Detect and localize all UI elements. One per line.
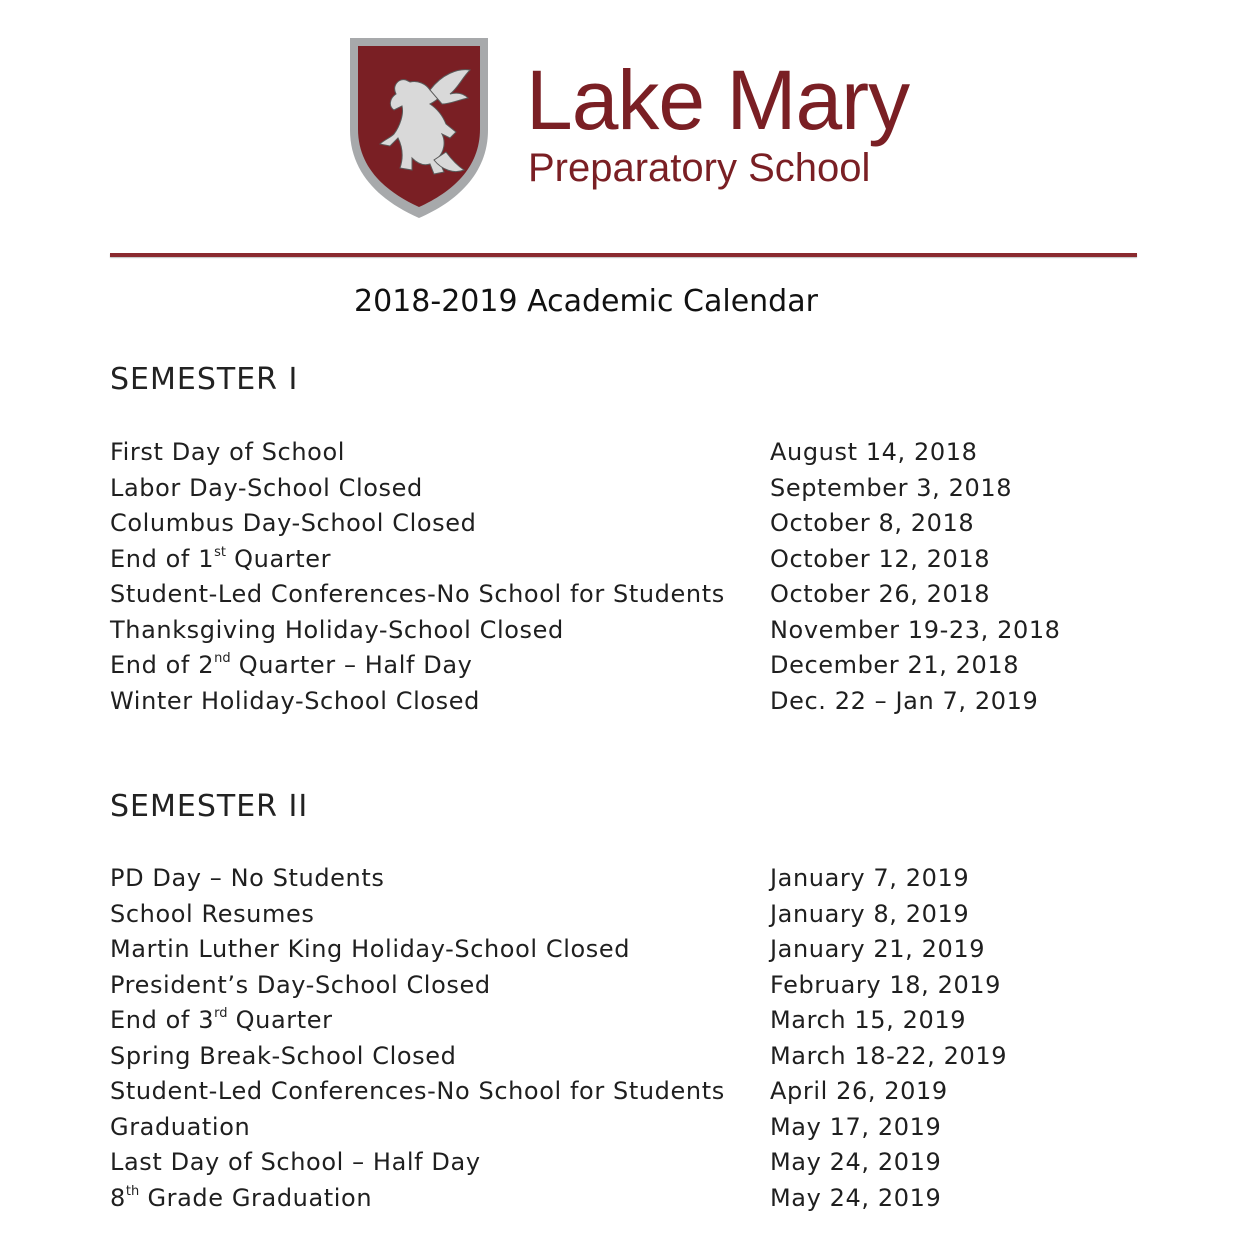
semester-1-title: SEMESTER I xyxy=(110,362,299,397)
event-name: First Day of School xyxy=(110,438,345,466)
calendar-title: 2018-2019 Academic Calendar xyxy=(354,284,818,319)
event-name: President’s Day-School Closed xyxy=(110,970,491,999)
semester-2-title: SEMESTER II xyxy=(110,789,309,824)
event-name: End of 2nd Quarter – Half Day xyxy=(110,651,473,679)
event-date: January 7, 2019 xyxy=(770,864,970,892)
calendar-row xyxy=(110,1148,1130,1184)
event-date: September 3, 2018 xyxy=(770,473,1013,502)
event-date: November 19-23, 2018 xyxy=(770,615,1061,644)
event-date: May 17, 2019 xyxy=(770,1112,942,1141)
event-date: October 26, 2018 xyxy=(770,580,991,608)
calendar-row xyxy=(110,1184,1130,1216)
event-date: February 18, 2019 xyxy=(770,970,1002,999)
event-name: End of 3rd Quarter xyxy=(110,1006,333,1034)
event-date: October 12, 2018 xyxy=(770,544,991,573)
event-date: May 24, 2019 xyxy=(770,1148,942,1176)
event-name: PD Day – No Students xyxy=(110,864,385,892)
event-date: August 14, 2018 xyxy=(770,438,978,466)
calendar-row xyxy=(110,1077,1130,1113)
event-name: End of 1st Quarter xyxy=(110,544,332,573)
calendar-row xyxy=(110,545,1130,581)
event-name: School Resumes xyxy=(110,899,315,928)
event-name: Martin Luther King Holiday-School Closed xyxy=(110,935,631,963)
event-name: Student-Led Conferences-No School for Students xyxy=(110,1077,725,1105)
calendar-row xyxy=(110,438,1130,474)
event-date: March 18-22, 2019 xyxy=(770,1041,1008,1070)
calendar-row xyxy=(110,864,1130,900)
calendar-row xyxy=(110,971,1130,1007)
calendar-row xyxy=(110,935,1130,971)
header-divider xyxy=(110,253,1137,257)
calendar-row xyxy=(110,580,1130,616)
event-date: April 26, 2019 xyxy=(770,1077,948,1105)
event-date: Dec. 22 – Jan 7, 2019 xyxy=(770,686,1039,715)
event-name: Labor Day-School Closed xyxy=(110,473,423,502)
event-name: Student-Led Conferences-No School for Students xyxy=(110,580,725,608)
calendar-row xyxy=(110,900,1130,936)
calendar-row xyxy=(110,616,1130,652)
event-name: Graduation xyxy=(110,1112,251,1141)
event-name: Columbus Day-School Closed xyxy=(110,509,477,537)
event-date: January 21, 2019 xyxy=(770,935,986,963)
semester-2-events xyxy=(110,864,1130,1216)
event-name: 8th Grade Graduation xyxy=(110,1183,373,1212)
event-date: March 15, 2019 xyxy=(770,1006,967,1034)
calendar-row xyxy=(110,1006,1130,1042)
calendar-row xyxy=(110,1042,1130,1078)
semester-1-events xyxy=(110,438,1130,722)
school-name: Lake Mary xyxy=(526,53,910,147)
event-date: December 21, 2018 xyxy=(770,651,1020,679)
school-subtitle: Preparatory School xyxy=(528,146,871,190)
calendar-row xyxy=(110,687,1130,723)
calendar-row xyxy=(110,509,1130,545)
event-name: Thanksgiving Holiday-School Closed xyxy=(110,615,564,644)
calendar-row xyxy=(110,1113,1130,1149)
event-date: January 8, 2019 xyxy=(770,899,970,928)
calendar-row xyxy=(110,474,1130,510)
event-name: Spring Break-School Closed xyxy=(110,1041,457,1070)
event-name: Winter Holiday-School Closed xyxy=(110,686,480,715)
event-date: October 8, 2018 xyxy=(770,509,975,537)
griffin-crest-icon xyxy=(346,34,492,220)
event-date: May 24, 2019 xyxy=(770,1183,942,1212)
school-header xyxy=(0,0,1244,240)
event-name: Last Day of School – Half Day xyxy=(110,1148,481,1176)
calendar-row xyxy=(110,651,1130,687)
